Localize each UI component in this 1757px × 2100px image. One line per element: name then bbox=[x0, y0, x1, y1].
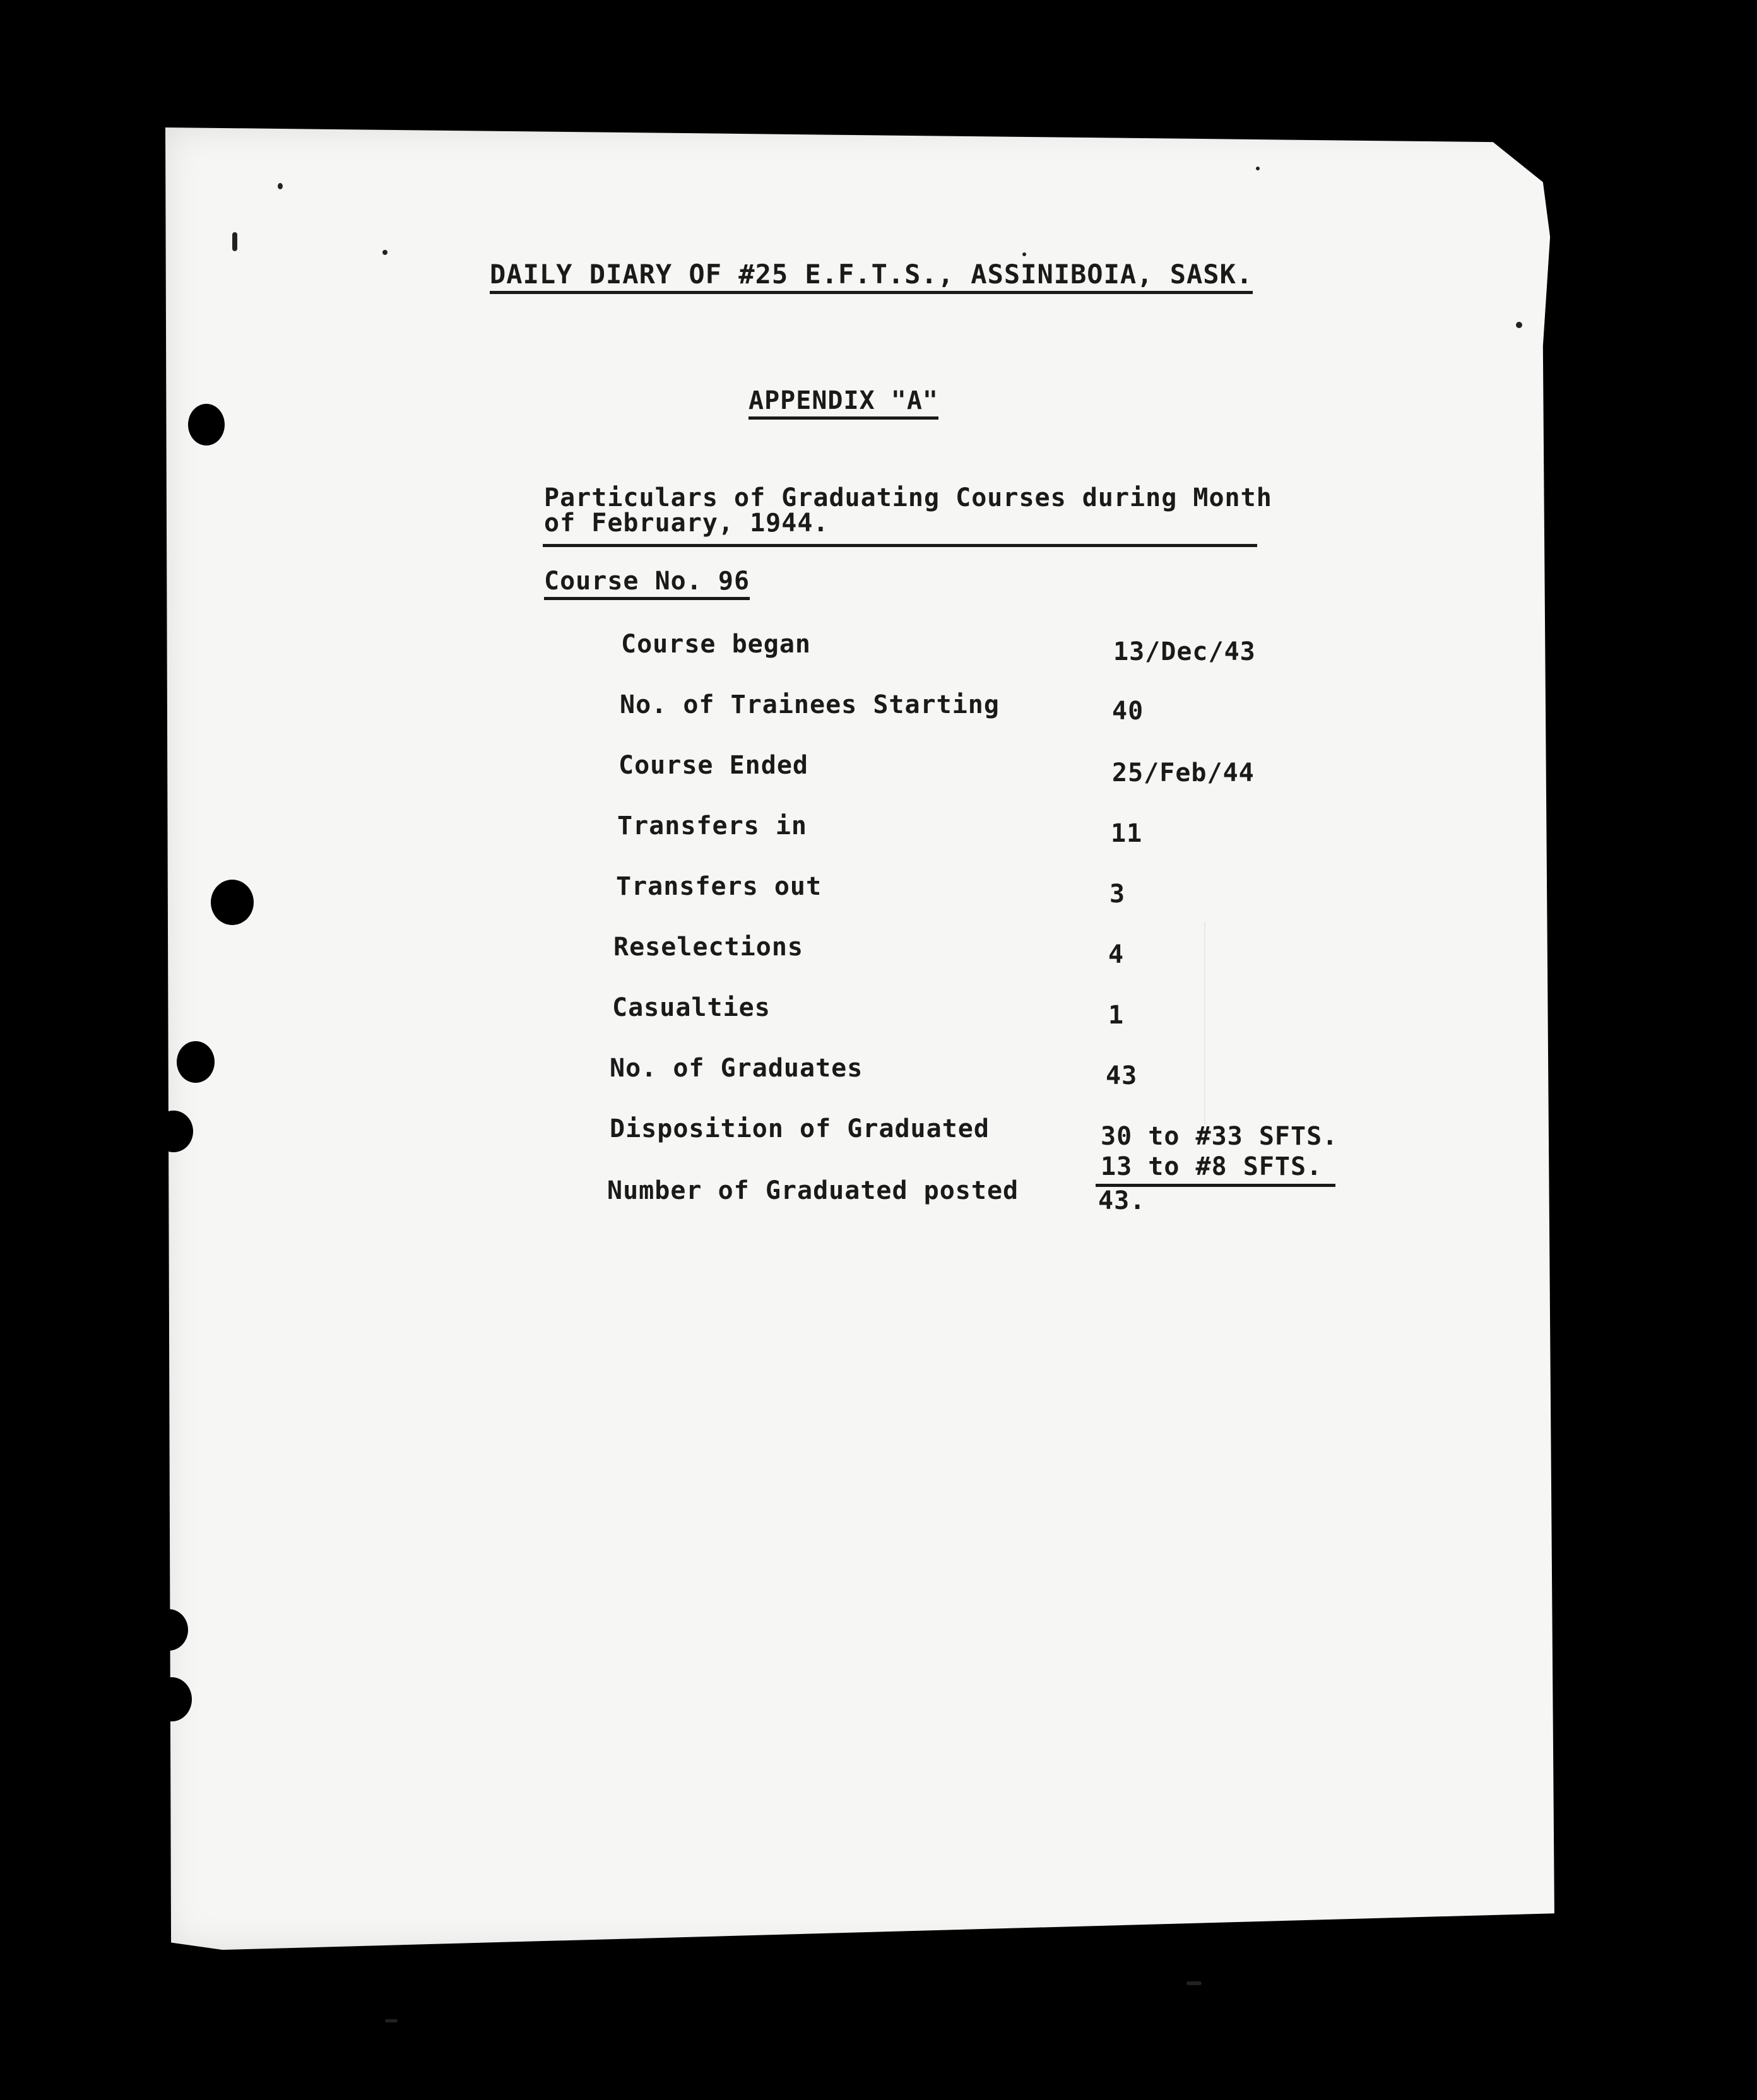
diary-header: DAILY DIARY OF #25 E.F.T.S., ASSINIBOIA, SASK. bbox=[490, 259, 1253, 294]
row-label-course-began: Course began bbox=[621, 630, 811, 659]
row-value-course-ended: 25/Feb/44 bbox=[1112, 758, 1255, 788]
dust-speck bbox=[232, 232, 237, 251]
row-label-trainees-starting: No. of Trainees Starting bbox=[620, 690, 1000, 719]
row-label-transfers-in: Transfers in bbox=[617, 811, 807, 841]
punch-hole bbox=[188, 404, 225, 445]
punch-hole bbox=[177, 1041, 215, 1083]
row-label-course-ended: Course Ended bbox=[618, 751, 808, 780]
dust-speck bbox=[1256, 167, 1260, 170]
dust-speck bbox=[385, 2019, 398, 2022]
row-value-disposition-2: 13 to #8 SFTS. bbox=[1101, 1152, 1323, 1181]
paper-crease bbox=[1204, 923, 1205, 1124]
particulars-line-1: Particulars of Graduating Courses during Month bbox=[544, 483, 1272, 512]
row-label-graduated-posted: Number of Graduated posted bbox=[607, 1176, 1019, 1205]
row-label-transfers-out: Transfers out bbox=[616, 872, 822, 901]
torn-edge-mark bbox=[1571, 290, 1597, 391]
particulars-line-2: of February, 1944. bbox=[544, 509, 829, 538]
punch-hole bbox=[211, 880, 254, 925]
row-value-disposition-1: 30 to #33 SFTS. bbox=[1101, 1122, 1339, 1151]
punch-hole bbox=[151, 1677, 192, 1721]
appendix-title: APPENDIX "A" bbox=[748, 386, 938, 420]
dust-speck bbox=[1186, 1981, 1202, 1985]
row-value-graduates: 43 bbox=[1106, 1061, 1138, 1090]
particulars-underline bbox=[543, 544, 1257, 547]
row-value-transfers-out: 3 bbox=[1109, 880, 1126, 909]
dust-speck bbox=[1022, 252, 1026, 256]
dust-speck bbox=[1516, 322, 1522, 328]
row-value-casualties: 1 bbox=[1108, 1001, 1125, 1030]
row-label-reselections: Reselections bbox=[613, 933, 803, 962]
row-value-reselections: 4 bbox=[1108, 940, 1125, 969]
row-label-graduates: No. of Graduates bbox=[610, 1054, 863, 1083]
row-label-disposition: Disposition of Graduated bbox=[610, 1114, 990, 1143]
punch-hole bbox=[154, 1111, 193, 1152]
row-value-transfers-in: 11 bbox=[1111, 819, 1143, 848]
course-title: Course No. 96 bbox=[544, 567, 750, 600]
dust-speck bbox=[278, 183, 283, 189]
row-value-course-began: 13/Dec/43 bbox=[1113, 637, 1256, 666]
torn-edge-mark bbox=[1565, 208, 1593, 278]
row-value-trainees-starting: 40 bbox=[1112, 697, 1144, 726]
punch-hole bbox=[149, 1609, 188, 1651]
row-value-graduated-posted: 43. bbox=[1098, 1186, 1146, 1215]
dust-speck bbox=[382, 250, 387, 255]
row-label-casualties: Casualties bbox=[612, 993, 771, 1022]
